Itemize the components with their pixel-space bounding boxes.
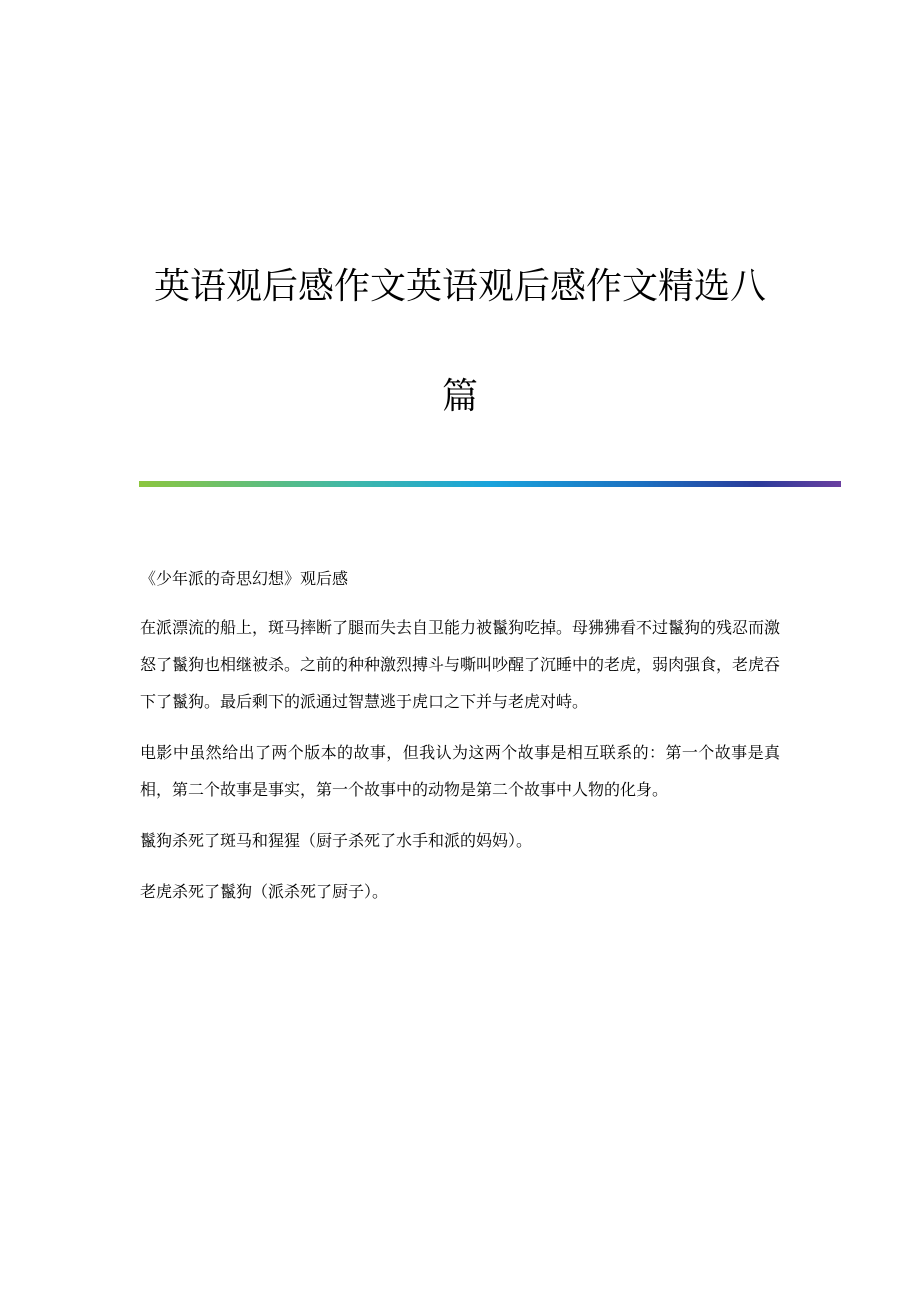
title-line-1: 英语观后感作文英语观后感作文精选八 bbox=[153, 266, 766, 308]
paragraph: 在派漂流的船上，斑马摔断了腿而失去自卫能力被鬣狗吃掉。母狒狒看不过鬣狗的残忍而激怒了鬣狗也相继被杀。之前的种种激烈搏斗与嘶叫吵醒了沉睡中的老虎，弱肉强食，老虎吞下了鬣狗。最后剩下的派通过智慧逃于虎口之下并与老虎对峙。 bbox=[140, 618, 781, 711]
section-heading: 《少年派的奇思幻想》观后感 bbox=[140, 569, 349, 588]
gradient-divider bbox=[139, 481, 841, 487]
paragraph: 老虎杀死了鬣狗（派杀死了厨子）。 bbox=[140, 882, 389, 901]
paragraph: 鬣狗杀死了斑马和猩猩（厨子杀死了水手和派的妈妈）。 bbox=[140, 831, 533, 850]
title-line-2: 篇 bbox=[441, 376, 478, 418]
document-body bbox=[140, 560, 780, 924]
document-title bbox=[120, 232, 800, 452]
paragraph: 电影中虽然给出了两个版本的故事，但我认为这两个故事是相互联系的：第一个故事是真相，第二个故事是事实，第一个故事中的动物是第二个故事中人物的化身。 bbox=[140, 743, 780, 799]
